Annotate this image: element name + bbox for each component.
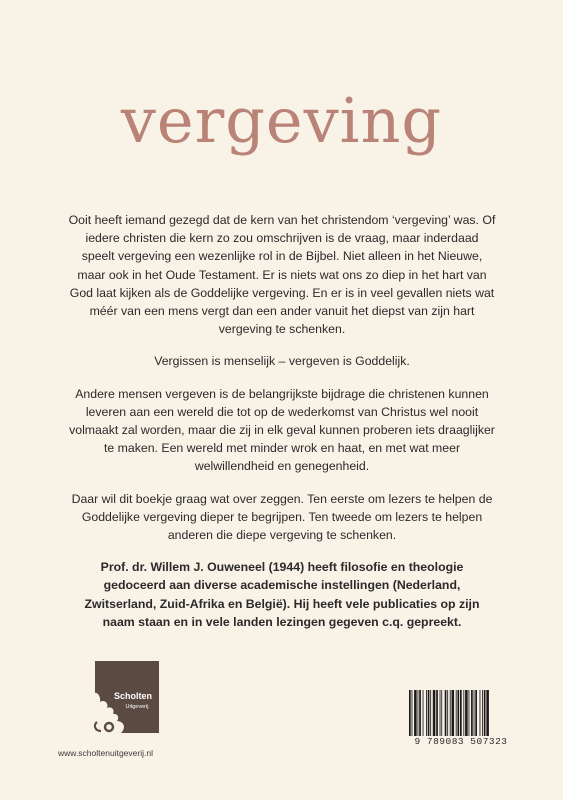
barcode-bar	[418, 690, 419, 740]
barcode-bar	[433, 690, 436, 740]
barcode-bar	[436, 690, 438, 740]
barcode-bar	[428, 690, 430, 740]
blurb-paragraph-4: Daar wil dit boekje graag wat over zeggen. Ten eerste om lezers te helpen de Goddelijke vergeving dieper te begrijpen. Ten tweede om lezers te helpen anderen die diepe vergeving te schenken.	[71, 491, 493, 543]
barcode-bar	[419, 690, 421, 740]
barcode-bar	[457, 690, 459, 740]
barcode-bar	[430, 690, 431, 740]
barcode-bar	[480, 690, 481, 740]
publisher-logo-mark	[87, 661, 159, 733]
barcode-bar	[412, 690, 413, 740]
barcode-bar	[469, 690, 470, 740]
blurb-paragraph-3: Andere mensen vergeven is de belangrijkste bijdrage die christenen kunnen leveren aan een wereld die tot op de wederkomst van Christus wel nooit volmaakt zal worden, maar die zij in elk geval kunnen proberen iets draaglijker te maken. Een wereld met minder wrok en haat, en met wat meer welwillendheid en genegenheid.	[69, 386, 495, 474]
blurb-paragraph-2: Vergissen is menselijk – vergeven is Goddelijk.	[154, 354, 410, 369]
barcode-bar	[484, 690, 486, 740]
back-cover-text	[68, 211, 496, 645]
barcode-bar	[441, 690, 442, 740]
isbn-number: 9 789083 507323	[408, 736, 514, 748]
publisher-logo-sub: Uitgeverij	[125, 704, 149, 710]
barcode-bar	[452, 690, 455, 740]
barcode-bar	[460, 690, 462, 740]
barcode-bar	[474, 690, 475, 740]
publisher-logo	[87, 661, 159, 733]
barcode-bar	[486, 690, 489, 740]
publisher-logo-name: Scholten	[113, 691, 153, 701]
author-bio: Prof. dr. Willem J. Ouweneel (1944) heeft filosofie en theologie gedoceerd aan diverse academische instellingen (Nederland, Zwitserland, Zuid-Afrika en België). Hij heeft vele publicaties op zijn naam staan en in vele landen lezingen gegeven c.q. gepreekt.	[84, 560, 480, 629]
barcode-bar	[440, 690, 441, 740]
barcode-bar	[463, 690, 464, 740]
barcode-bar	[465, 690, 468, 740]
barcode-bars	[408, 690, 514, 740]
barcode-bar	[409, 690, 411, 740]
barcode-bar	[445, 690, 447, 740]
barcode-bar	[456, 690, 457, 740]
barcode-bar	[423, 690, 424, 740]
publisher-website: www.scholtenuitgeverij.nl	[58, 748, 153, 758]
isbn-barcode	[408, 690, 514, 748]
barcode-bar	[450, 690, 451, 740]
book-title: vergeving	[120, 84, 443, 157]
barcode-bar	[475, 690, 477, 740]
barcode-bar	[471, 690, 473, 740]
barcode-bar	[447, 690, 448, 740]
barcode-bar	[414, 690, 417, 740]
blurb-paragraph-1: Ooit heeft iemand gezegd dat de kern van het christendom ‘vergeving’ was. Of iedere christen die kern zo zou omschrijven is de vraag, maar inderdaad speelt vergeving een wezenlijke rol in de Bijbel. Niet alleen in het Nieuwe, maar ook in het Oude Testament. Er is niets wat ons zo diep in het hart van God laat kijken als de Goddelijke vergeving. En er is in veel gevallen niets wat méér van een mens vergt dan een ander vanuit het diepst van zijn hart vergeving te schenken.	[68, 213, 496, 337]
barcode-bar	[482, 690, 483, 740]
barcode-bar	[426, 690, 427, 740]
